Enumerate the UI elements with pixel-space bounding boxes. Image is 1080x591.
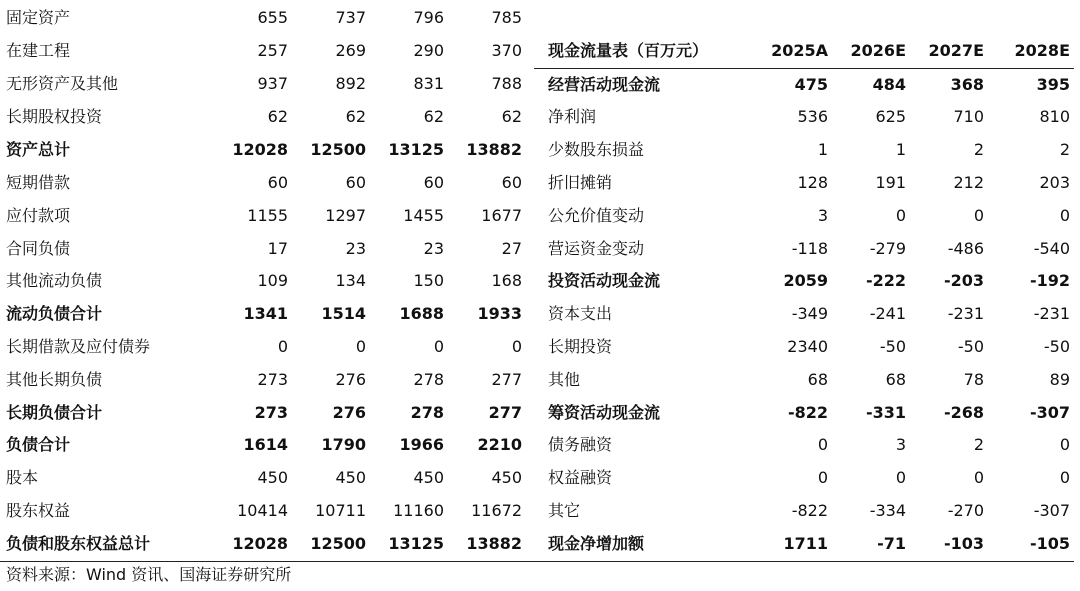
cash-flow-label: 资本支出 <box>548 304 613 324</box>
table-row <box>0 298 1074 331</box>
balance-sheet-value: 12500 <box>310 140 366 160</box>
cash-flow-value: 1 <box>817 140 828 160</box>
balance-sheet-label: 股东权益 <box>6 500 71 520</box>
column-gap <box>526 2 534 35</box>
balance-sheet-label: 负债合计 <box>6 435 71 455</box>
column-gap <box>526 364 534 397</box>
cash-flow-value: 395 <box>1036 74 1070 94</box>
balance-sheet-value: 1297 <box>325 205 366 225</box>
balance-sheet-label: 合同负债 <box>6 238 71 258</box>
column-gap <box>526 429 534 462</box>
cash-flow-label: 其它 <box>548 500 581 520</box>
balance-sheet-value: 60 <box>423 172 444 192</box>
table-row <box>0 462 1074 495</box>
cash-flow-year-header: 2025A <box>744 35 832 68</box>
balance-sheet-value: 277 <box>491 369 522 389</box>
cash-flow-value: -279 <box>869 238 906 258</box>
cash-flow-value: -540 <box>1033 238 1070 258</box>
cash-flow-year-header: 2027E <box>910 35 988 68</box>
table-row <box>0 265 1074 298</box>
cash-flow-value: 484 <box>872 74 906 94</box>
cash-flow-value: -486 <box>947 238 984 258</box>
balance-sheet-value: 1966 <box>399 435 444 455</box>
balance-sheet-value: 278 <box>410 402 444 422</box>
balance-sheet-value: 276 <box>332 402 366 422</box>
balance-sheet-value: 370 <box>491 41 522 61</box>
balance-sheet-value: 450 <box>413 468 444 488</box>
balance-sheet-value: 12500 <box>292 528 370 561</box>
balance-sheet-label: 无形资产及其他 <box>6 74 119 94</box>
balance-sheet-value: 831 <box>413 74 444 94</box>
column-gap <box>526 200 534 233</box>
balance-sheet-value: 1677 <box>481 205 522 225</box>
column-gap <box>526 397 534 430</box>
balance-sheet-value: 269 <box>335 41 366 61</box>
cash-flow-value: -334 <box>869 500 906 520</box>
cash-flow-value: 191 <box>875 172 906 192</box>
balance-sheet-value: 2210 <box>477 435 522 455</box>
cash-flow-value: 68 <box>885 369 906 389</box>
cash-flow-value: -307 <box>1029 402 1070 422</box>
cash-flow-value: -270 <box>947 500 984 520</box>
balance-sheet-value: 11672 <box>471 500 522 520</box>
cash-flow-value: 212 <box>953 172 984 192</box>
cash-flow-value: 2340 <box>787 336 828 356</box>
balance-sheet-value: 273 <box>257 369 288 389</box>
cash-flow-value: 0 <box>1059 205 1070 225</box>
cash-flow-label: 净利润 <box>548 107 597 127</box>
balance-sheet-label: 其他流动负债 <box>6 271 103 291</box>
balance-sheet-value: 1514 <box>321 304 366 324</box>
empty-cell <box>988 2 1074 35</box>
balance-sheet-value: 134 <box>335 271 366 291</box>
table-row <box>0 2 1074 35</box>
empty-cell <box>534 2 744 35</box>
balance-sheet-label: 负债和股东权益总计 <box>0 528 200 561</box>
cash-flow-label: 其他 <box>548 369 581 389</box>
balance-sheet-value: 150 <box>413 271 444 291</box>
cash-flow-value: -231 <box>1033 304 1070 324</box>
cash-flow-value: 710 <box>953 107 984 127</box>
empty-cell <box>832 2 910 35</box>
balance-sheet-label: 长期负债合计 <box>6 402 103 422</box>
cash-flow-value: -241 <box>869 304 906 324</box>
cash-flow-value: 68 <box>807 369 828 389</box>
balance-sheet-value: 937 <box>257 74 288 94</box>
table-body <box>0 2 1074 561</box>
balance-sheet-value: 0 <box>511 336 522 356</box>
column-gap <box>526 35 534 68</box>
balance-sheet-value: 10414 <box>237 500 288 520</box>
balance-sheet-label: 固定资产 <box>6 8 71 27</box>
cash-flow-value: 0 <box>973 205 984 225</box>
financial-statements-table <box>0 2 1074 562</box>
cash-flow-value: 2059 <box>783 271 828 291</box>
column-gap <box>526 68 534 101</box>
balance-sheet-label: 短期借款 <box>6 172 71 192</box>
balance-sheet-value: 109 <box>257 271 288 291</box>
column-gap <box>526 331 534 364</box>
balance-sheet-value: 655 <box>257 8 288 27</box>
cash-flow-value: -349 <box>791 304 828 324</box>
cash-flow-value: -71 <box>832 528 910 561</box>
empty-cell <box>910 2 988 35</box>
cash-flow-value: 0 <box>817 435 828 455</box>
balance-sheet-value: 1155 <box>247 205 288 225</box>
cash-flow-value: -822 <box>787 402 828 422</box>
balance-sheet-value: 62 <box>423 107 444 127</box>
balance-sheet-value: 62 <box>267 107 288 127</box>
balance-sheet-value: 60 <box>501 172 522 192</box>
balance-sheet-value: 278 <box>413 369 444 389</box>
cash-flow-label: 长期投资 <box>548 336 613 356</box>
cash-flow-value: 1 <box>895 140 906 160</box>
balance-sheet-value: 273 <box>254 402 288 422</box>
table-row <box>0 35 1074 68</box>
table-row <box>0 364 1074 397</box>
cash-flow-label: 营运资金变动 <box>548 238 645 258</box>
balance-sheet-value: 1790 <box>321 435 366 455</box>
balance-sheet-value: 11160 <box>393 500 444 520</box>
balance-sheet-value: 450 <box>335 468 366 488</box>
balance-sheet-value: 290 <box>413 41 444 61</box>
balance-sheet-value: 892 <box>335 74 366 94</box>
cash-flow-label: 权益融资 <box>548 468 613 488</box>
balance-sheet-value: 257 <box>257 41 288 61</box>
balance-sheet-value: 796 <box>413 8 444 27</box>
cash-flow-value: 0 <box>1059 468 1070 488</box>
source-note: 资料来源：Wind 资讯、国海证券研究所 <box>6 565 292 584</box>
cash-flow-value: -822 <box>791 500 828 520</box>
balance-sheet-value: 277 <box>488 402 522 422</box>
balance-sheet-value: 27 <box>501 238 522 258</box>
balance-sheet-value: 450 <box>257 468 288 488</box>
table-row <box>0 200 1074 233</box>
cash-flow-value: 536 <box>797 107 828 127</box>
balance-sheet-value: 276 <box>335 369 366 389</box>
balance-sheet-value: 0 <box>433 336 444 356</box>
cash-flow-value: 203 <box>1039 172 1070 192</box>
balance-sheet-value: 1341 <box>243 304 288 324</box>
table-row <box>0 429 1074 462</box>
balance-sheet-label: 资产总计 <box>6 140 71 160</box>
table-row <box>0 68 1074 101</box>
cash-flow-value: -192 <box>1029 271 1070 291</box>
balance-sheet-value: 23 <box>345 238 366 258</box>
cash-flow-label: 债务融资 <box>548 435 613 455</box>
balance-sheet-value: 737 <box>335 8 366 27</box>
cash-flow-label: 投资活动现金流 <box>548 271 661 291</box>
table-row <box>0 397 1074 430</box>
balance-sheet-value: 450 <box>491 468 522 488</box>
cash-flow-value: 0 <box>1059 435 1070 455</box>
cash-flow-label: 少数股东损益 <box>548 140 645 160</box>
cash-flow-value: 475 <box>794 74 828 94</box>
balance-sheet-value: 60 <box>267 172 288 192</box>
column-gap <box>526 233 534 266</box>
balance-sheet-value: 785 <box>491 8 522 27</box>
table-row <box>0 331 1074 364</box>
balance-sheet-value: 168 <box>491 271 522 291</box>
balance-sheet-value: 0 <box>277 336 288 356</box>
column-gap <box>526 528 534 561</box>
cash-flow-value: 89 <box>1049 369 1070 389</box>
cash-flow-value: 2 <box>973 140 984 160</box>
balance-sheet-label: 股本 <box>6 468 39 488</box>
balance-sheet-value: 1614 <box>243 435 288 455</box>
cash-flow-value: -222 <box>865 271 906 291</box>
balance-sheet-label: 其他长期负债 <box>6 369 103 389</box>
cash-flow-value: 3 <box>895 435 906 455</box>
cash-flow-value: 0 <box>973 468 984 488</box>
cash-flow-value: -50 <box>879 336 906 356</box>
cash-flow-year-header: 2028E <box>988 35 1074 68</box>
balance-sheet-value: 13125 <box>388 140 444 160</box>
column-gap <box>526 265 534 298</box>
column-gap <box>526 495 534 528</box>
cash-flow-label: 现金净增加额 <box>534 528 744 561</box>
table-row <box>0 167 1074 200</box>
table-row <box>0 495 1074 528</box>
column-gap <box>526 134 534 167</box>
balance-sheet-label: 在建工程 <box>6 41 71 61</box>
empty-cell <box>744 2 832 35</box>
balance-sheet-value: 23 <box>423 238 444 258</box>
cash-flow-value: 2 <box>973 435 984 455</box>
cash-flow-value: 1711 <box>744 528 832 561</box>
cash-flow-label: 经营活动现金流 <box>548 74 661 94</box>
balance-sheet-value: 62 <box>345 107 366 127</box>
column-gap <box>526 298 534 331</box>
balance-sheet-value: 1933 <box>477 304 522 324</box>
balance-sheet-label: 长期股权投资 <box>6 107 103 127</box>
cash-flow-value: -105 <box>988 528 1074 561</box>
column-gap <box>526 101 534 134</box>
cash-flow-label: 折旧摊销 <box>548 172 613 192</box>
cash-flow-value: 78 <box>963 369 984 389</box>
table-row <box>0 233 1074 266</box>
balance-sheet-value: 13882 <box>448 528 526 561</box>
balance-sheet-value: 60 <box>345 172 366 192</box>
cash-flow-value: 2 <box>1059 140 1070 160</box>
balance-sheet-value: 0 <box>355 336 366 356</box>
cash-flow-label: 筹资活动现金流 <box>548 402 661 422</box>
balance-sheet-label: 流动负债合计 <box>6 304 103 324</box>
cash-flow-value: 3 <box>817 205 828 225</box>
cash-flow-value: -231 <box>947 304 984 324</box>
balance-sheet-value: 17 <box>267 238 288 258</box>
cash-flow-value: -50 <box>957 336 984 356</box>
cash-flow-value: -50 <box>1043 336 1070 356</box>
cash-flow-value: -118 <box>791 238 828 258</box>
balance-sheet-value: 62 <box>501 107 522 127</box>
cash-flow-value: 810 <box>1039 107 1070 127</box>
cash-flow-value: -103 <box>910 528 988 561</box>
balance-sheet-value: 1455 <box>403 205 444 225</box>
cash-flow-value: 0 <box>895 205 906 225</box>
cash-flow-value: 128 <box>797 172 828 192</box>
cash-flow-title: 现金流量表（百万元） <box>534 35 744 68</box>
balance-sheet-value: 12028 <box>200 528 292 561</box>
balance-sheet-value: 13125 <box>370 528 448 561</box>
cash-flow-value: 0 <box>817 468 828 488</box>
cash-flow-value: 368 <box>950 74 984 94</box>
cash-flow-value: 0 <box>895 468 906 488</box>
column-gap <box>526 462 534 495</box>
balance-sheet-value: 788 <box>491 74 522 94</box>
table-row <box>0 101 1074 134</box>
cash-flow-year-header: 2026E <box>832 35 910 68</box>
balance-sheet-label: 应付款项 <box>6 205 71 225</box>
cash-flow-value: -307 <box>1033 500 1070 520</box>
cash-flow-value: -331 <box>865 402 906 422</box>
table-row <box>0 528 1074 561</box>
balance-sheet-value: 12028 <box>232 140 288 160</box>
balance-sheet-value: 10711 <box>315 500 366 520</box>
balance-sheet-label: 长期借款及应付债券 <box>6 336 151 356</box>
column-gap <box>526 167 534 200</box>
balance-sheet-value: 13882 <box>466 140 522 160</box>
cash-flow-value: -203 <box>943 271 984 291</box>
cash-flow-label: 公允价值变动 <box>548 205 645 225</box>
table-row <box>0 134 1074 167</box>
balance-sheet-value: 1688 <box>399 304 444 324</box>
cash-flow-value: -268 <box>943 402 984 422</box>
cash-flow-value: 625 <box>875 107 906 127</box>
